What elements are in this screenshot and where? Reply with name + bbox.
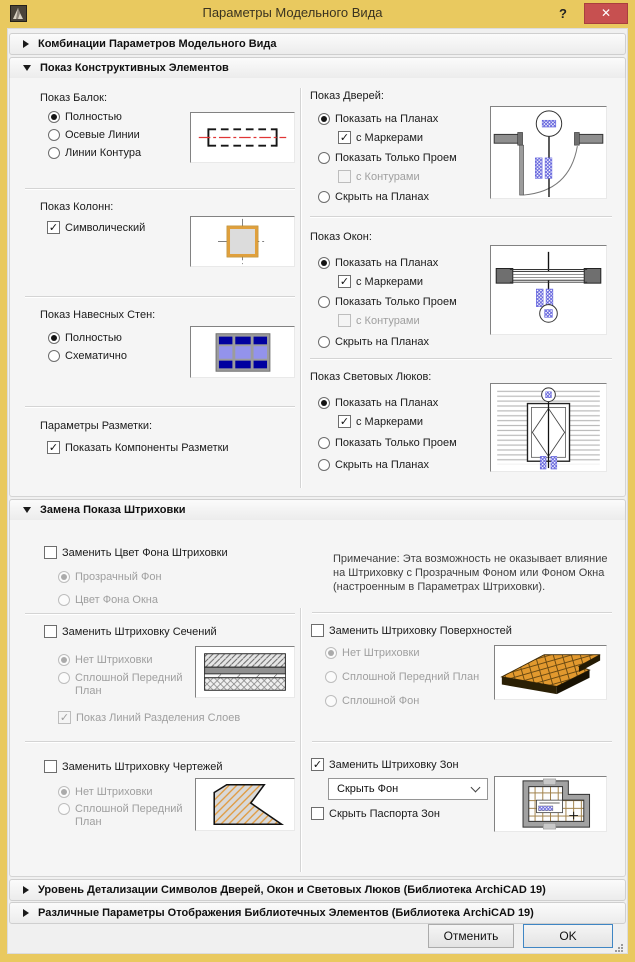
override-drafting-fill-checkbox[interactable] [44,759,223,774]
option-label: Прозрачный Фон [75,570,162,583]
cover-option-no-fill [325,645,419,660]
doors-title: Показ Дверей: [310,90,384,102]
radio-icon [318,397,330,409]
override-fill-background-checkbox[interactable] [44,545,228,560]
checkbox-icon [338,314,351,327]
checkbox-icon [47,221,60,234]
option-label: Символический [65,221,146,234]
radio-icon [58,654,70,666]
column-preview-image [190,216,295,267]
windows-option-hide-on-plans[interactable] [318,334,429,349]
windows-option-show-opening-only[interactable] [318,294,457,309]
window-preview-image [490,245,607,335]
markup-title: Параметры Разметки: [40,420,153,432]
option-label: Скрыть на Планах [335,335,429,348]
windows-option-show-on-plans[interactable] [318,255,438,270]
divider [310,216,612,217]
checkbox-icon [311,807,324,820]
curtain-walls-option-schematic[interactable] [48,348,127,363]
zone-fill-preview-image [494,776,607,832]
radio-icon [48,111,60,123]
drafting-fill-preview-image [195,778,295,831]
checkbox-icon [338,131,351,144]
radio-icon [325,647,337,659]
option-label: Схематично [65,349,127,362]
radio-icon [325,695,337,707]
chevron-right-icon [23,909,29,917]
cut-fill-preview-image [195,646,295,698]
checkbox-icon [311,624,324,637]
divider [312,741,612,742]
divider [25,188,295,189]
radio-icon [48,147,60,159]
radio-icon [48,350,60,362]
ok-button[interactable]: OK [523,924,613,948]
beams-option-full[interactable] [48,109,122,124]
radio-icon [318,336,330,348]
checkbox-icon [338,415,351,428]
cut-option-no-fill [58,652,152,667]
curtain-wall-preview-image [190,326,295,378]
skylights-title: Показ Световых Люков: [310,371,432,383]
curtain-walls-option-full[interactable] [48,330,122,345]
option-label: Полностью [65,110,122,123]
resize-grip[interactable] [614,940,624,958]
doors-option-show-on-plans[interactable] [318,111,438,126]
divider [25,741,295,742]
divider [25,406,295,407]
archicad-app-icon [10,5,27,22]
option-label: Показать на Планах [335,112,439,125]
divider [310,358,612,359]
option-label: Скрыть на Планах [335,190,429,203]
option-label: Заменить Штриховку Поверхностей [329,624,512,637]
override-cut-fill-checkbox[interactable] [44,624,217,639]
cover-option-solid-foreground [325,669,479,684]
option-label: Сплошной Фон [342,694,420,707]
option-label: Нет Штриховки [75,653,153,666]
radio-icon [58,786,70,798]
option-label: Показать на Планах [335,256,439,269]
section-header-combinations[interactable]: Комбинации Параметров Модельного Вида [9,33,626,55]
doors-option-hide-on-plans[interactable] [318,189,429,204]
override-zone-fill-checkbox[interactable] [311,757,459,772]
section-header-fill-override[interactable]: Замена Показа Штриховки [9,499,626,521]
checkbox-icon [47,441,60,454]
radio-icon [318,296,330,308]
option-label: Линии Контура [65,146,142,159]
radio-icon [318,257,330,269]
option-label: Показать Только Проем [335,436,457,449]
option-label: Нет Штриховки [342,646,420,659]
selected-option-label: Скрыть Фон [337,783,399,795]
skylights-option-show-opening-only[interactable] [318,435,457,450]
checkbox-icon [58,711,71,724]
cancel-button[interactable]: Отменить [428,924,514,948]
cover-option-solid-background [325,693,419,708]
column-divider [300,88,301,488]
option-label: с Контурами [356,314,420,327]
radio-icon [58,571,70,583]
option-label: Показ Линий Разделения Слоев [76,711,241,724]
column-divider [300,608,301,872]
radio-icon [58,594,70,606]
chevron-right-icon [23,886,29,894]
divider [25,296,295,297]
beams-title: Показ Балок: [40,92,108,104]
close-icon: ✕ [600,6,612,20]
radio-icon [58,672,70,684]
door-preview-image [490,106,607,199]
radio-icon [318,191,330,203]
option-label: Скрыть на Планах [335,458,429,471]
background-option-window-color [58,592,158,607]
option-label: Показать на Планах [335,396,439,409]
radio-icon [48,129,60,141]
option-label: Полностью [65,331,122,344]
section-header-construction[interactable]: Показ Конструктивных Элементов [9,57,626,79]
checkbox-icon [44,625,57,638]
option-label: Скрыть Паспорта Зон [329,807,441,820]
section-header-misc-library[interactable]: Различные Параметры Отображения Библиотечных Элементов (Библиотека ArchiCAD 19) [9,902,626,924]
cut-option-solid-foreground [58,672,186,698]
beams-option-contour[interactable] [48,145,141,160]
drafting-option-no-fill [58,784,152,799]
chevron-down-icon [23,507,31,513]
divider [25,613,295,614]
checkbox-icon [44,760,57,773]
option-label: с Контурами [356,170,420,183]
chevron-down-icon [471,783,481,793]
doors-with-markers-checkbox[interactable] [338,130,423,145]
windows-with-contours-checkbox [338,313,420,328]
doors-option-show-opening-only[interactable] [318,150,457,165]
override-cover-fill-checkbox[interactable] [311,623,512,638]
option-label: Цвет Фона Окна [75,593,158,606]
hide-zone-stamps-checkbox[interactable] [311,806,440,821]
help-button[interactable]: ? [559,6,567,21]
fill-override-note: Примечание: Эта возможность не оказывает влияние на Штриховку с Прозрачным Фоном или Фоном Окна (настроенным в Параметрах Штриховки). [333,553,608,593]
radio-icon [58,803,70,815]
zone-fill-mode-select[interactable] [328,778,488,800]
beam-preview-image [190,112,295,163]
windows-with-markers-checkbox[interactable] [338,274,423,289]
background-option-transparent [58,569,162,584]
columns-title: Показ Колонн: [40,201,114,213]
beams-option-axes[interactable] [48,127,140,142]
option-label: с Маркерами [356,131,424,144]
option-label: Сплошной Передний План [75,672,183,697]
doors-with-contours-checkbox [338,169,420,184]
window-title: Параметры Модельного Вида [202,5,383,20]
option-label: с Маркерами [356,275,424,288]
option-label: Показать Компоненты Разметки [65,441,229,454]
checkbox-icon [338,275,351,288]
columns-symbolic-checkbox[interactable] [47,220,145,235]
radio-icon [48,332,60,344]
chevron-right-icon [23,40,29,48]
radio-icon [318,152,330,164]
checkbox-icon [44,546,57,559]
divider [312,612,612,613]
close-button[interactable] [584,3,628,24]
radio-icon [318,437,330,449]
skylights-option-show-on-plans[interactable] [318,395,438,410]
skylights-option-hide-on-plans[interactable] [318,457,429,472]
option-label: Показать Только Проем [335,295,457,308]
curtain-walls-title: Показ Навесных Стен: [40,309,156,321]
option-label: Заменить Штриховку Чертежей [62,760,223,773]
checkbox-icon [311,758,324,771]
cover-fill-preview-image [494,645,607,700]
option-label: Показать Только Проем [335,151,457,164]
radio-icon [318,459,330,471]
option-label: Осевые Линии [65,128,140,141]
option-label: Сплошной Передний План [75,803,183,828]
skylight-preview-image [490,383,607,472]
option-label: с Маркерами [356,415,424,428]
skylights-with-markers-checkbox[interactable] [338,414,423,429]
option-label: Заменить Штриховку Сечений [62,625,217,638]
radio-icon [318,113,330,125]
option-label: Сплошной Передний План [342,670,480,683]
checkbox-icon [338,170,351,183]
markup-components-checkbox[interactable] [47,440,229,455]
section-header-detail-level[interactable]: Уровень Детализации Символов Дверей, Окон и Световых Люков (Библиотека ArchiCAD 19) [9,879,626,901]
option-label: Заменить Штриховку Зон [329,758,459,771]
chevron-down-icon [23,65,31,71]
cut-show-separator-lines-checkbox [58,710,240,725]
radio-icon [325,671,337,683]
option-label: Нет Штриховки [75,785,153,798]
windows-title: Показ Окон: [310,231,372,243]
drafting-option-solid-foreground [58,803,186,829]
option-label: Заменить Цвет Фона Штриховки [62,546,228,559]
